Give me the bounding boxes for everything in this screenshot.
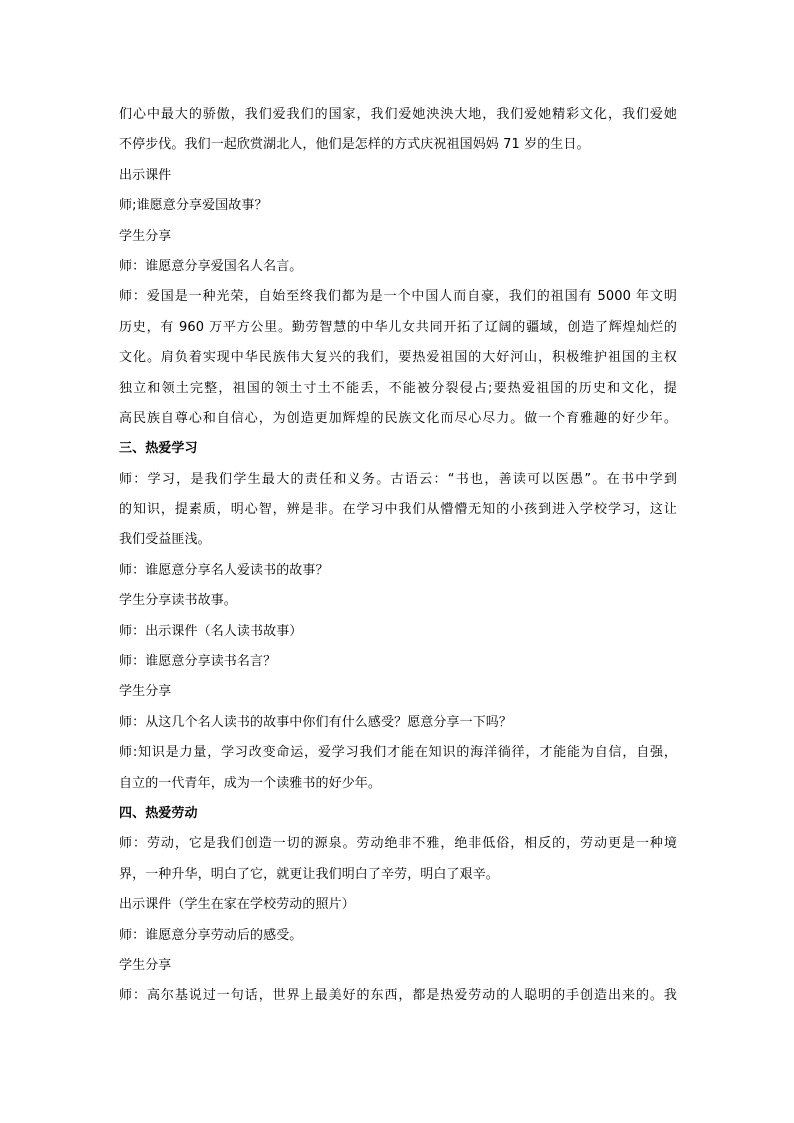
text-line: 出示课件 <box>119 167 172 183</box>
text-line: 们心中最大的骄傲，我们爱我们的国家，我们爱她泱泱大地，我们爱她精彩文化，我们爱她 <box>119 107 677 122</box>
text-line: 文化。肩负着实现中华民族伟大复兴的我们，要热爱祖国的大好河山，积极维护祖国的主权 <box>119 350 677 366</box>
text-line: 师:知识是力量，学习改变命运，爱学习我们才能在知识的海洋徜徉，才能能为自信，自强， <box>119 745 677 761</box>
text-line: 师：高尔基说过一句话，世界上最美好的东西，都是热爱劳动的人聪明的手创造出来的。我 <box>119 988 677 1004</box>
text-line: 师：学习，是我们学生最大的责任和义务。古语云：“书也，善读可以医愚”。在书中学到 <box>119 471 677 487</box>
text-line: 高民族自尊心和自信心，为创造更加辉煌的民族文化而尽心尽力。做一个育雅趣的好少年。 <box>119 410 677 426</box>
text-line: 出示课件（学生在家在学校劳动的照片） <box>119 897 355 913</box>
text-line: 师：劳动，它是我们创造一切的源泉。劳动绝非不雅，绝非低俗，相反的，劳动更是一种境 <box>119 836 677 852</box>
text-line: 师：爱国是一种光荣，自始至终我们都为是一个中国人而自豪，我们的祖国有 5000 年文明 <box>119 289 677 305</box>
text-line: 不停步伐。我们一起欣赏湖北人，他们是怎样的方式庆祝祖国妈妈 71 岁的生日。 <box>119 137 590 153</box>
document-page <box>119 100 677 1012</box>
text-line: 师：出示课件（名人读书故事） <box>119 623 303 639</box>
section-heading: 三、热爱学习 <box>119 441 198 457</box>
text-line: 学生分享读书故事。 <box>119 593 237 609</box>
text-line: 师：谁愿意分享名人爱读书的故事？ <box>119 562 329 578</box>
text-line: 师：谁愿意分享爱国名人名言。 <box>119 258 303 274</box>
text-line: 师：谁愿意分享读书名言？ <box>119 654 277 670</box>
text-line: 历史，有 960 万平方公里。勤劳智慧的中华儿女共同开拓了辽阔的疆域，创造了辉煌灿烂的 <box>119 319 677 335</box>
text-line: 师;谁愿意分享爱国故事？ <box>119 198 268 214</box>
text-line: 学生分享 <box>119 684 172 700</box>
text-line: 界，一种升华，明白了它，就更让我们明白了辛劳，明白了艰辛。 <box>119 866 499 882</box>
text-line: 师：从这几个名人读书的故事中你们有什么感受？愿意分享一下吗？ <box>119 714 513 730</box>
text-line: 的知识，提素质，明心智，辨是非。在学习中我们从懵懵无知的小孩到进入学校学习，这让 <box>119 502 677 518</box>
text-line: 独立和领土完整，祖国的领土寸土不能丢，不能被分裂侵占;要热爱祖国的历史和文化，提 <box>119 380 677 396</box>
text-line: 我们受益匪浅。 <box>119 532 211 548</box>
section-heading: 四、热爱劳动 <box>119 805 198 821</box>
text-line: 自立的一代青年，成为一个读雅书的好少年。 <box>119 775 382 791</box>
text-line: 学生分享 <box>119 228 172 244</box>
text-line: 师：谁愿意分享劳动后的感受。 <box>119 927 303 943</box>
text-line: 学生分享 <box>119 957 172 973</box>
